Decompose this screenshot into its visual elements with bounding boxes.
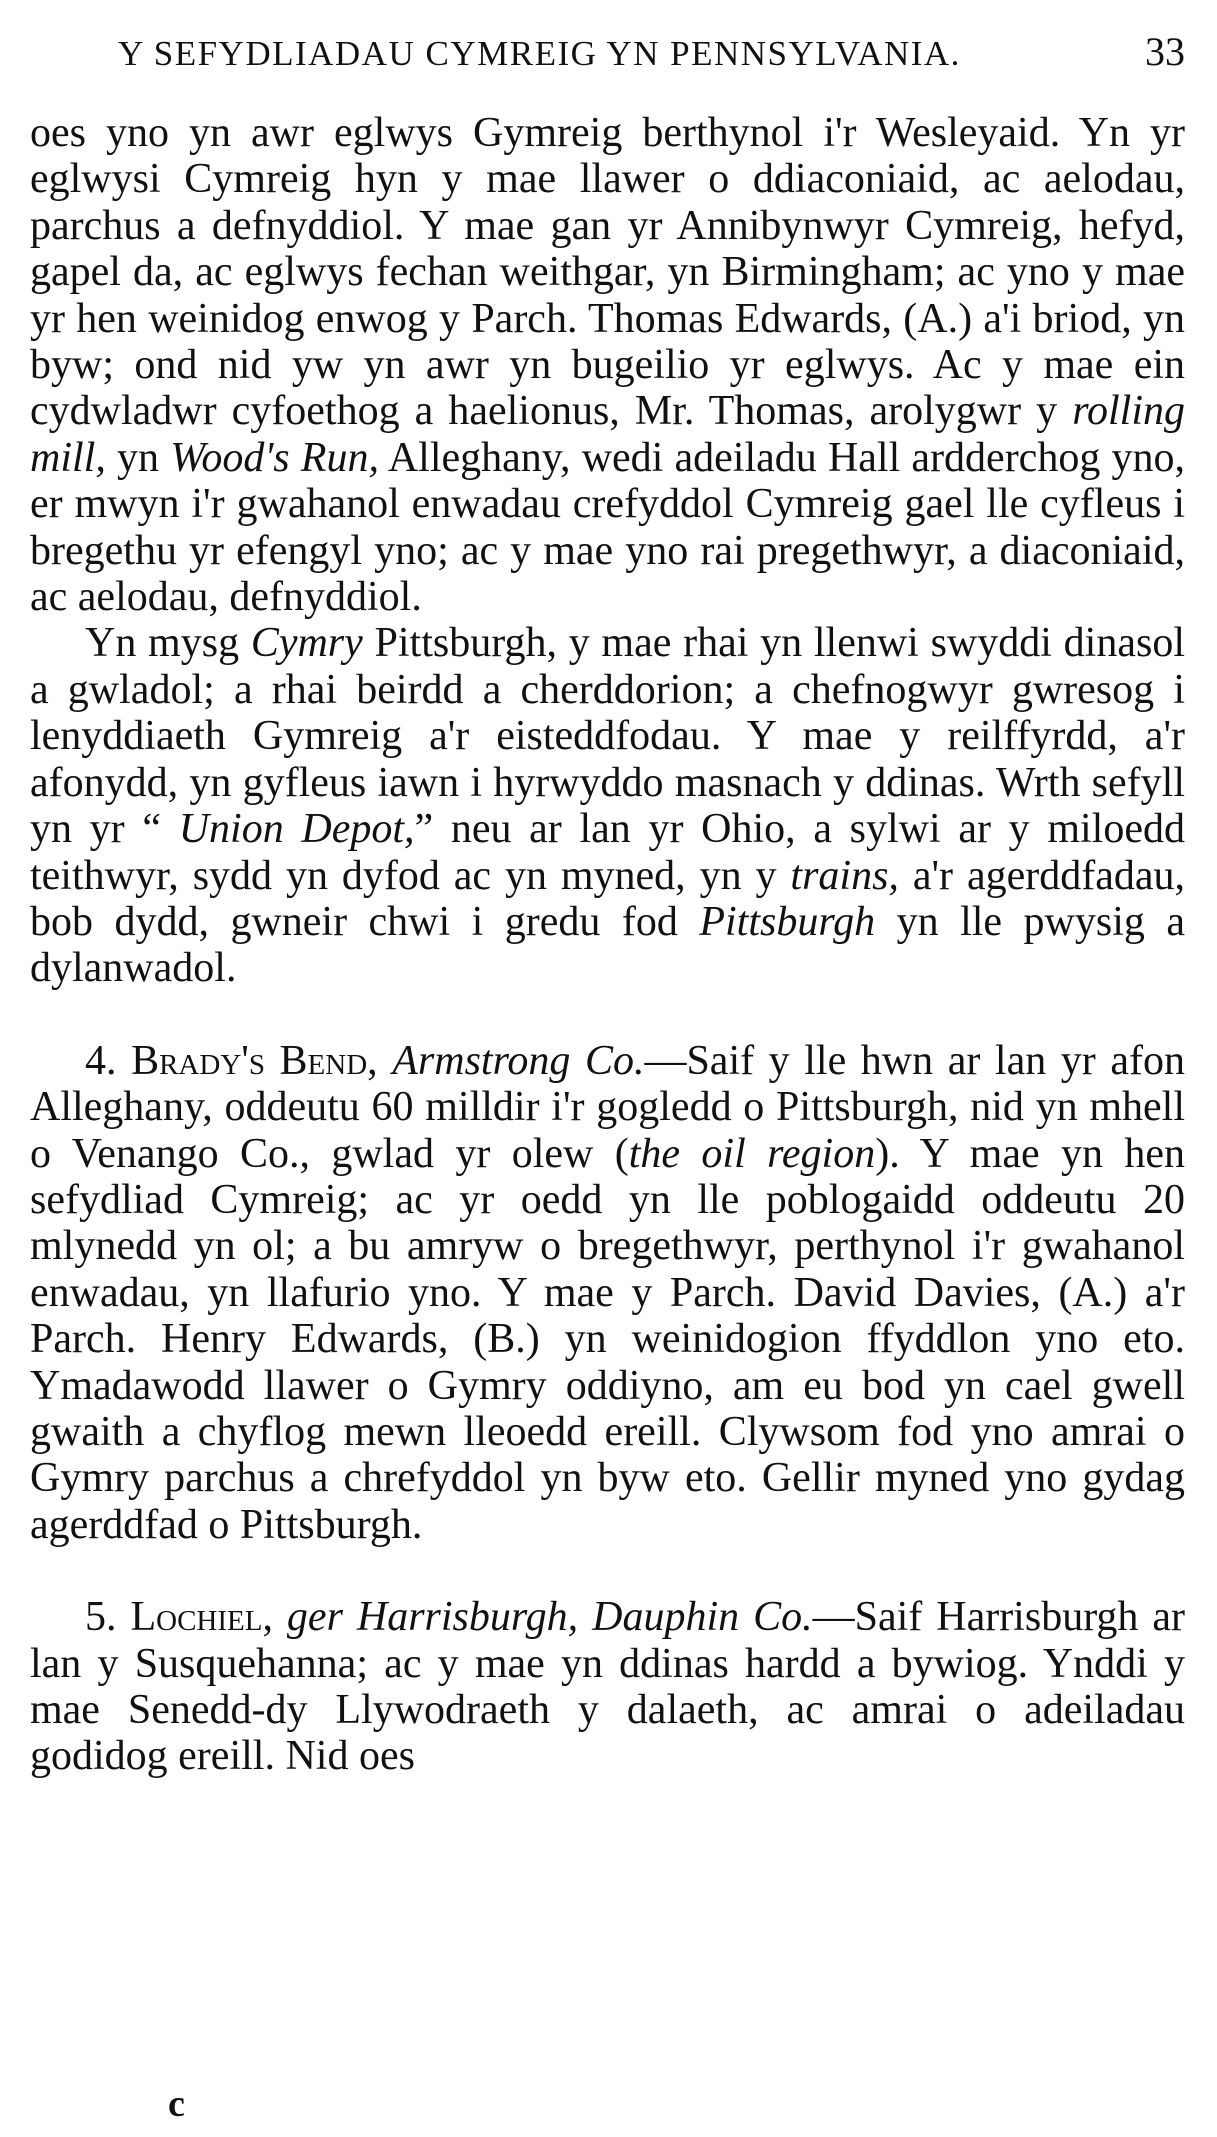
italic-run: trains, — [790, 852, 899, 899]
text-run: ). Y mae yn hen sefydliad Cymreig; ac yr oedd yn lle poblogaidd oddeutu 20 mlynedd yn ol; a bu amryw o bregethwyr, perthynol i'r gwahanol enwadau, yn llafurio yno. Y mae y Parch. David Davies, (A.) a'r Parch. Henry Edwards, (B.) yn weinidogion ffyddlon yno eto. Ymadawodd llawer o Gymry oddiyno, am eu bod yn cael gwell gwaith a chyflog mewn lleoedd ereill. Clywsom fod yno amrai o Gymry parchus a chrefyddol yn byw eto. Gellir myned yno gydag agerddfad o Pittsburgh. — [30, 1130, 1186, 1548]
text-run: a'r agerddfadau, bob dydd, gwneir chwi i gredu fod — [30, 852, 1185, 945]
text-run: ” neu ar lan yr Ohio, a sylwi ar y miloedd teithwyr, sydd yn dyfod ac yn myned, yn y — [30, 806, 1185, 899]
text-run — [273, 1594, 287, 1640]
italic-run: the oil region — [628, 1130, 876, 1177]
text-run: Pittsburgh, y mae rhai yn llenwi swyddi dinasol a gwladol; a rhai beirdd a cherddorion; a chefnogwyr gwresog i lenyddiaeth Gymreig a'r eisteddfodau. Y mae y reilffyrdd, a'r afonydd, yn gyfleus iawn i hyrwyddo masnach y ddinas. Wrth sefyll yn yr “ — [30, 620, 1185, 853]
italic-run: Wood's Run, — [170, 434, 379, 481]
text-run: oes yno yn awr eglwys Gymreig berthynol i'r Wesleyaid. Yn yr eglwysi Cymreig hyn y mae llawer o ddiaconiaid, ac aelodau, parchus a defnyddiol. Y mae gan yr Annibynwyr Cymreig, hefyd, gapel da, ac eglwys fechan weithgar, yn Birmingham; ac yno y mae yr hen weinidog enwog y Parch. Thomas Edwards, (A.) a'i briod, yn byw; ond nid yw yn awr yn bugeilio yr eglwys. Ac y mae ein cydwladwr cyfoethog a haelionus, Mr. Thomas, arolygwr y — [30, 110, 1185, 435]
text-run: Alleghany, wedi adeiladu Hall ardderchog yno, er mwyn i'r gwahanol enwadau crefyddol Cymreig gael lle cyfleus i bregethu yr efengyl yno; ac y mae yno rai pregethwyr, a diaconiaid, ac aelodau, defnyddiol. — [30, 434, 1185, 621]
running-title: Y SEFYDLIADAU CYMREIG YN PENNSYLVANIA. — [118, 34, 961, 73]
paragraph-3 — [30, 1038, 1185, 1548]
book-page — [30, 28, 1185, 1780]
text-run: —Saif Harrisburgh ar lan y Susquehanna; ac y mae yn ddinas hardd a bywiog. Ynddi y mae Senedd-dy Llywodraeth y dalaeth, ac amrai o adeiladau godidog ereill. Nid oes — [30, 1594, 1186, 1780]
body-text — [30, 110, 1185, 1780]
text-run: yn — [105, 434, 171, 481]
italic-run: Pittsburgh — [699, 898, 876, 945]
italic-run: Armstrong Co. — [392, 1037, 645, 1084]
section-heading: Brady's Bend, — [131, 1037, 378, 1084]
text-run: Yn mysg — [85, 620, 251, 667]
section-number: 5. — [85, 1594, 131, 1641]
text-run — [378, 1038, 393, 1084]
paragraph-2 — [30, 620, 1185, 991]
italic-run: rolling mill, — [30, 388, 1185, 481]
running-header — [118, 28, 1185, 88]
text-run: —Saif y lle hwn ar lan yr afon Alleghany, oddeutu 60 milldir i'r gogledd o Pittsburgh, nid yn mhell o Venango Co., gwlad yr olew ( — [30, 1037, 1185, 1177]
section-heading: Lochiel, — [130, 1594, 273, 1641]
page-number: 33 — [1145, 29, 1185, 74]
text-run: yn lle pwysig a dylanwadol. — [30, 898, 1186, 992]
section-number: 4. — [85, 1037, 132, 1084]
paragraph-4 — [30, 1594, 1185, 1780]
italic-run: Union Depot, — [178, 806, 415, 853]
signature-mark: c — [168, 2083, 185, 2125]
paragraph-1 — [30, 110, 1185, 620]
italic-run: Cymry — [250, 620, 363, 667]
italic-run: ger Harrisburgh, Dauphin Co. — [286, 1594, 813, 1641]
